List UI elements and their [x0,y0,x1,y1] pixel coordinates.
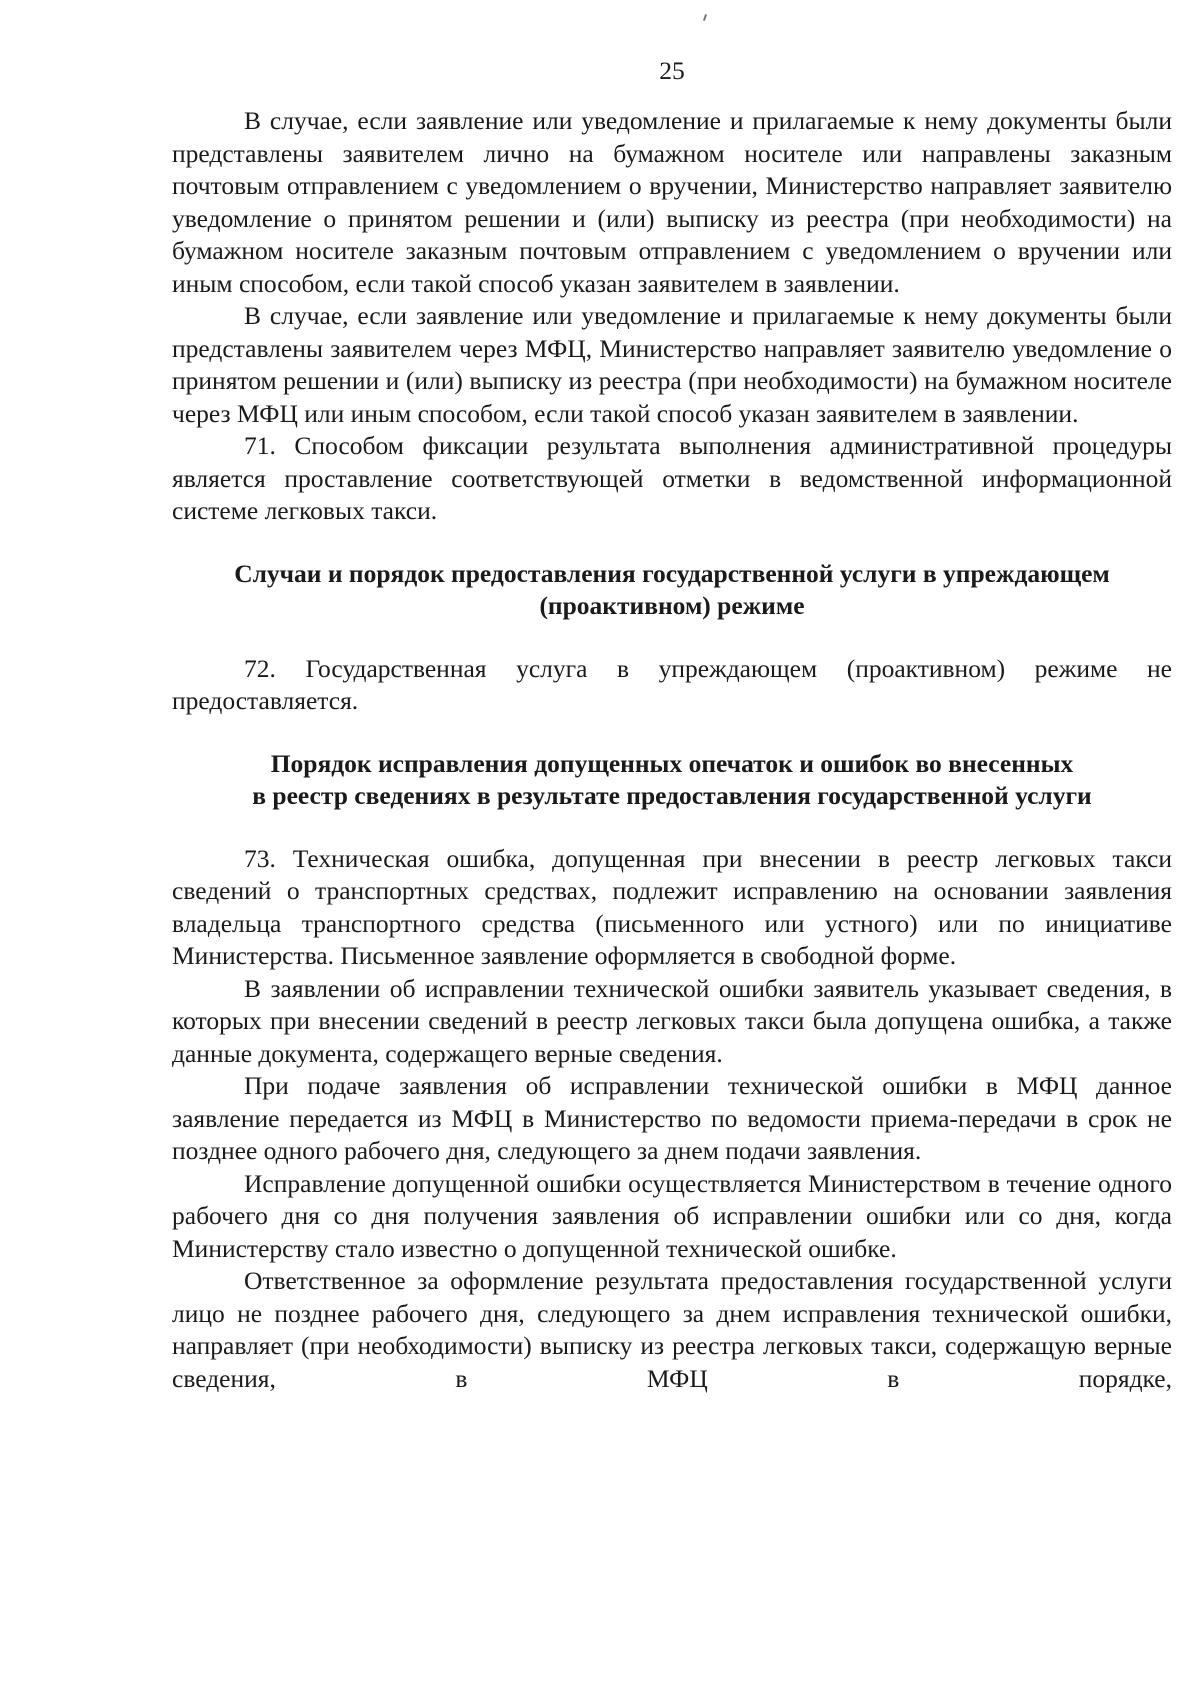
section-heading-line: (проактивном) режиме [539,591,805,620]
section-heading-line: Случаи и порядок предоставления государственной услуги в упреждающем [234,558,1110,588]
section-heading [172,558,1172,623]
paragraph: Исправление допущенной ошибки осуществляется Министерством в течение одного рабочего дня со дня получения заявления об исправлении ошибки или со дня, когда Министерству стало известно о допущенной технической ошибке. [172,1168,1172,1263]
section-heading [172,748,1172,813]
paragraph: Ответственное за оформление результата предоставления государственной услуги лицо не позднее рабочего дня, следующего за днем исправления технической ошибки, направляет (при необходимости) выписку из реестра легковых такси, содержащую верные сведения, в МФЦ в порядке, [172,1266,1172,1393]
document-page [172,55,1172,1395]
scan-speck [703,14,707,21]
paragraph: При подаче заявления об исправлении технической ошибки в МФЦ данное заявление передается из МФЦ в Министерство по ведомости приема-передачи в срок не позднее одного рабочего дня, следующего за днем подачи заявления. [172,1071,1172,1165]
paragraph: 71. Способом фиксации результата выполнения административной процедуры является проставление соответствующей отметки в ведомственной информационной системе легковых такси. [172,431,1172,525]
paragraph: В случае, если заявление или уведомление и прилагаемые к нему документы были представлены заявителем через МФЦ, Министерство направляет заявителю уведомление о принятом решении и (или) выписку из реестра (при необходимости) на бумажном носителе через МФЦ или иным способом, если такой способ указан заявителем в заявлении. [172,301,1172,428]
page-number: 25 [659,56,685,85]
paragraph: 73. Техническая ошибка, допущенная при внесении в реестр легковых такси сведений о транспортных средствах, подлежит исправлению на основании заявления владельца транспортного средства (письменного или устного) или по инициативе Министерства. Письменное заявление оформляется в свободной форме. [172,843,1172,970]
paragraph: В случае, если заявление или уведомление и прилагаемые к нему документы были представлены заявителем лично на бумажном носителе или направлены заказным почтовым отправлением с уведомлением о вручении, Министерство направляет заявителю уведомление о принятом решении и (или) выписку из реестра (при необходимости) на бумажном носителе заказным почтовым отправлением с уведомлением о вручении или иным способом, если такой способ указан заявителем в заявлении. [172,106,1172,298]
paragraph: В заявлении об исправлении технической ошибки заявитель указывает сведения, в которых при внесении сведений в реестр легковых такси была допущена ошибка, а также данные документа, содержащего верные сведения. [172,973,1172,1068]
section-heading-line: в реестр сведениях в результате предоставления государственной услуги [252,781,1092,810]
section-heading-line: Порядок исправления допущенных опечаток и ошибок во внесенных [270,748,1074,778]
document-body [172,105,1172,1395]
paragraph: 72. Государственная услуга в упреждающем (проактивном) режиме не предоставляется. [172,653,1172,715]
